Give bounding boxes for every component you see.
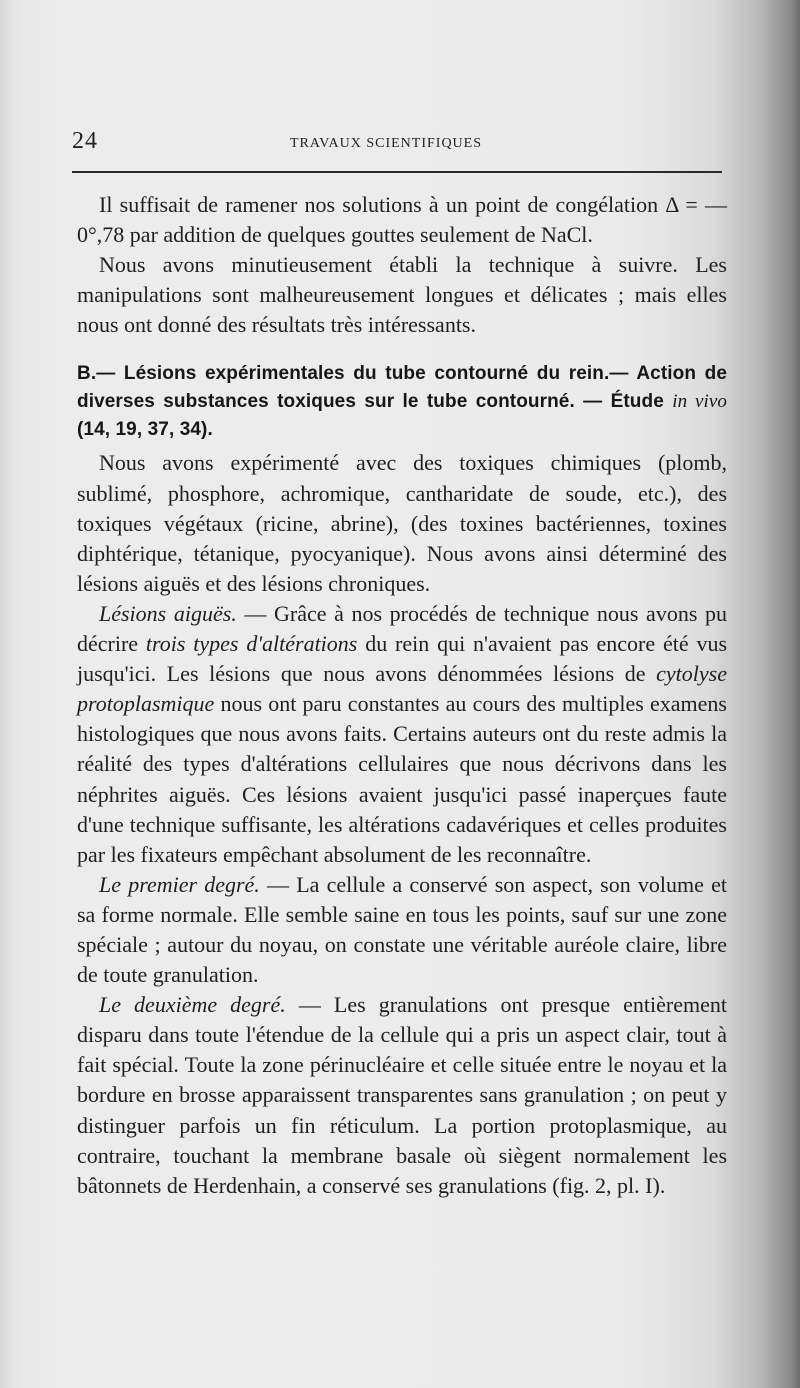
- header-rule: [72, 171, 722, 173]
- premier-degre-text: — La cellule a conservé son aspect, son volume et sa forme normale. Elle semble saine en tous les points, sauf sur une zone spéciale ; autour du noyau, on constate une véritable auréole claire, libre de toute granulation.: [77, 871, 727, 988]
- running-title: TRAVAUX SCIENTIFIQUES: [290, 136, 483, 151]
- section-heading-italic: in vivo: [672, 391, 727, 413]
- section-heading: [77, 360, 727, 444]
- paragraph-technique: Nous avons minutieusement établi la technique à suivre. Les manipulations sont malheureusement longues et délicates ; mais elles nous ont donné des résultats très intéressants.: [77, 252, 727, 338]
- section-heading-text: B.— Lésions expérimentales du tube contourné du rein.— Action de diverses substances toxiques sur le tube contourné. — Étude: [77, 363, 727, 413]
- deuxieme-degre-text: — Les granulations ont presque entièrement disparu dans toute l'étendue de la cellule qui a pris un aspect clair, tout à fait spécial. Toute la zone périnucléaire et celle située entre le noyau et la bordure en brosse apparaissent transparentes sans granulation ; on peut y distinguer parfois un fin réticulum. La portion protoplasmique, au contraire, touchant la membrane basale où siègent normalement les bâtonnets de Herdenhain, a conservé ses granulations (fig. 2, pl. I).: [77, 992, 727, 1198]
- page-body: [77, 190, 727, 1201]
- deuxieme-degre-label: Le deuxième degré.: [99, 992, 286, 1018]
- lesions-aigues-label: Lésions aiguës.: [99, 600, 237, 626]
- page-header: [72, 128, 722, 158]
- lesions-aigues-emphasis-1: trois types d'altérations: [145, 631, 358, 657]
- lesions-aigues-emphasis-2: cytolyse protoplasmique: [77, 661, 727, 717]
- paragraph-deuxieme-degre: [77, 990, 727, 1201]
- page-number: 24: [72, 128, 98, 154]
- premier-degre-label: Le premier degré.: [99, 871, 260, 897]
- paragraph-lesions-aigues: [77, 599, 727, 870]
- lesions-aigues-text-3: nous ont paru constantes au cours des multiples examens histologiques que nous avons faits. Certains auteurs ont du reste admis la réalité des types d'altérations cellulaires que nous décrivons dans les néphrites aiguës. Ces lésions avaient jusqu'ici passé inaperçues faute d'une technique suffisante, les altérations cadavériques et celles produites par les fixateurs empêchant absolument de les reconnaître.: [77, 691, 727, 867]
- paragraph-congelation: Il suffisait de ramener nos solutions à un point de congélation Δ = — 0°,78 par addition de quelques gouttes seulement de NaCl.: [77, 192, 727, 248]
- section-gap: [77, 340, 727, 360]
- lesions-aigues-text-2: du rein qui n'avaient pas encore été vus jusqu'ici. Les lésions que nous avons dénommées lésions de: [77, 631, 727, 687]
- paragraph-premier-degre: [77, 870, 727, 990]
- paragraph-toxiques: Nous avons expérimenté avec des toxiques chimiques (plomb, sublimé, phosphore, achromique, cantharidate de soude, etc.), des toxiques végétaux (ricine, abrine), (des toxines bactériennes, toxines diphtérique, tétanique, pyocyanique). Nous avons ainsi déterminé des lésions aiguës et des lésions chroniques.: [77, 450, 727, 596]
- section-heading-refs: (14, 19, 37, 34).: [77, 419, 213, 441]
- lesions-aigues-text-1: — Grâce à nos procédés de technique nous avons pu décrire: [77, 600, 727, 657]
